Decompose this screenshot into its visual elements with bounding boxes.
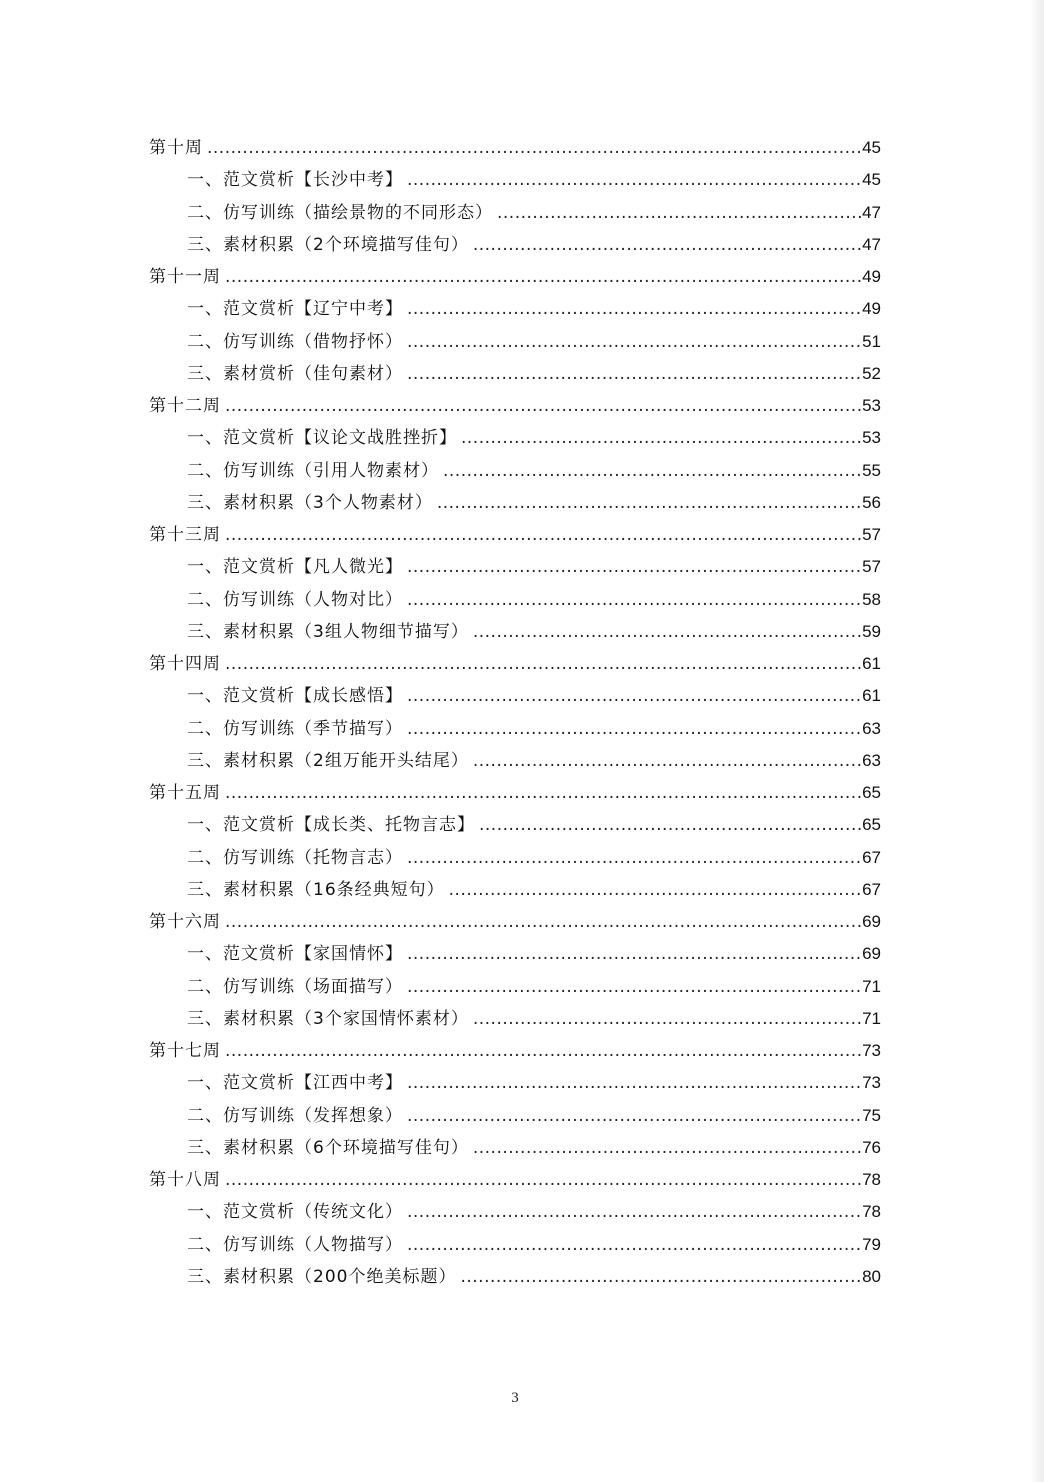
toc-subsection-row — [149, 1229, 881, 1261]
toc-dot-leader — [407, 293, 861, 325]
toc-subsection-row — [149, 809, 881, 841]
toc-page-number: 45 — [862, 170, 881, 190]
toc-dot-leader — [497, 197, 861, 229]
toc-subsection-title: 三、素材积累（3个人物素材） — [187, 492, 433, 513]
toc-dot-leader — [461, 422, 861, 454]
page-edge-shadow — [1030, 0, 1044, 1482]
toc-week-row — [149, 648, 881, 680]
toc-subsection-row — [149, 551, 881, 583]
toc-subsection-title: 三、素材积累（3组人物细节描写） — [187, 621, 469, 642]
toc-page-number: 59 — [862, 621, 881, 641]
toc-subsection-row — [149, 422, 881, 454]
toc-week-row — [149, 132, 881, 164]
toc-page-number: 49 — [862, 267, 881, 286]
toc-dot-leader — [479, 809, 861, 841]
toc-subsection-title: 一、范文赏析【成长类、托物言志】 — [187, 815, 475, 836]
toc-page-number: 49 — [862, 299, 881, 319]
toc-subsection-row — [149, 358, 881, 390]
toc-subsection-row — [149, 293, 881, 325]
toc-week-row — [149, 519, 881, 551]
toc-subsection-row — [149, 1261, 881, 1293]
toc-week-row — [149, 906, 881, 938]
toc-subsection-title: 三、素材积累（200个绝美标题） — [187, 1266, 457, 1287]
toc-subsection-title: 三、素材赏析（佳句素材） — [187, 363, 403, 384]
toc-dot-leader — [225, 261, 861, 293]
toc-dot-leader — [407, 938, 861, 970]
toc-page-number: 55 — [862, 460, 881, 480]
toc-subsection-title: 一、范文赏析【凡人微光】 — [187, 557, 403, 578]
toc-subsection-row — [149, 971, 881, 1003]
toc-week-title: 第十五周 — [149, 783, 221, 803]
toc-subsection-row — [149, 197, 881, 229]
toc-page-number: 61 — [862, 654, 881, 673]
toc-week-title: 第十周 — [149, 138, 203, 158]
page-number: 3 — [511, 1390, 519, 1406]
toc-week-row — [149, 261, 881, 293]
toc-dot-leader — [473, 1132, 861, 1164]
toc-dot-leader — [437, 487, 861, 519]
toc-subsection-row — [149, 842, 881, 874]
toc-page-number: 63 — [862, 750, 881, 770]
toc-subsection-row — [149, 326, 881, 358]
toc-dot-leader — [473, 616, 861, 648]
toc-page-number: 45 — [862, 138, 881, 157]
toc-subsection-row — [149, 229, 881, 261]
toc-subsection-row — [149, 455, 881, 487]
toc-page-number: 53 — [862, 428, 881, 448]
toc-week-row — [149, 1035, 881, 1067]
toc-subsection-title: 二、仿写训练（引用人物素材） — [187, 460, 439, 481]
toc-subsection-row — [149, 1067, 881, 1099]
toc-dot-leader — [225, 1035, 861, 1067]
toc-page-number: 52 — [862, 363, 881, 383]
toc-dot-leader — [443, 455, 861, 487]
toc-dot-leader — [407, 551, 861, 583]
toc-page-number: 69 — [862, 944, 881, 964]
toc-dot-leader — [407, 680, 861, 712]
toc-week-row — [149, 1164, 881, 1196]
toc-subsection-title: 一、范文赏析（传统文化） — [187, 1202, 403, 1223]
toc-page-number: 67 — [862, 879, 881, 899]
toc-subsection-title: 二、仿写训练（托物言志） — [187, 847, 403, 868]
toc-week-title: 第十七周 — [149, 1041, 221, 1061]
toc-subsection-row — [149, 680, 881, 712]
toc-subsection-title: 二、仿写训练（借物抒怀） — [187, 331, 403, 352]
toc-dot-leader — [407, 1196, 861, 1228]
toc-page-number: 73 — [862, 1073, 881, 1093]
toc-week-title: 第十六周 — [149, 912, 221, 932]
toc-page-number: 56 — [862, 492, 881, 512]
toc-dot-leader — [225, 648, 861, 680]
toc-dot-leader — [225, 390, 861, 422]
toc-subsection-title: 二、仿写训练（描绘景物的不同形态） — [187, 202, 493, 223]
toc-subsection-row — [149, 1100, 881, 1132]
toc-dot-leader — [225, 777, 861, 809]
toc-subsection-row — [149, 584, 881, 616]
toc-page-number: 57 — [862, 525, 881, 544]
toc-subsection-title: 三、素材积累（6个环境描写佳句） — [187, 1137, 469, 1158]
toc-dot-leader — [407, 164, 861, 196]
toc-subsection-row — [149, 487, 881, 519]
toc-subsection-row — [149, 745, 881, 777]
toc-page-number: 71 — [862, 1008, 881, 1028]
toc-page-number: 57 — [862, 557, 881, 577]
toc-subsection-title: 三、素材积累（3个家国情怀素材） — [187, 1008, 469, 1029]
toc-week-title: 第十一周 — [149, 267, 221, 287]
toc-week-row — [149, 777, 881, 809]
toc-subsection-title: 二、仿写训练（人物对比） — [187, 589, 403, 610]
toc-page-number: 80 — [862, 1266, 881, 1286]
toc-dot-leader — [460, 1261, 861, 1293]
toc-subsection-title: 二、仿写训练（发挥想象） — [187, 1105, 403, 1126]
toc-dot-leader — [207, 132, 861, 164]
toc-subsection-title: 三、素材积累（2个环境描写佳句） — [187, 234, 469, 255]
toc-subsection-title: 三、素材积累（2组万能开头结尾） — [187, 750, 469, 771]
toc-subsection-row — [149, 713, 881, 745]
toc-subsection-row — [149, 1196, 881, 1228]
toc-dot-leader — [473, 745, 861, 777]
toc-dot-leader — [407, 358, 861, 390]
toc-page-number: 76 — [862, 1137, 881, 1157]
toc-page-number: 79 — [862, 1234, 881, 1254]
toc-subsection-title: 二、仿写训练（人物描写） — [187, 1234, 403, 1255]
toc-dot-leader — [473, 1003, 861, 1035]
toc-page-number: 61 — [862, 686, 881, 706]
toc-subsection-title: 三、素材积累（16条经典短句） — [187, 879, 445, 900]
toc-page-number: 73 — [862, 1041, 881, 1060]
toc-dot-leader — [225, 906, 861, 938]
toc-page-number: 78 — [862, 1202, 881, 1222]
toc-page-number: 78 — [862, 1170, 881, 1189]
toc-subsection-row — [149, 1132, 881, 1164]
toc-subsection-title: 一、范文赏析【家国情怀】 — [187, 944, 403, 965]
toc-dot-leader — [407, 842, 861, 874]
toc-page-number: 69 — [862, 912, 881, 931]
toc-page-number: 53 — [862, 396, 881, 415]
toc-subsection-row — [149, 616, 881, 648]
toc-dot-leader — [407, 713, 861, 745]
toc-dot-leader — [449, 874, 861, 906]
toc-dot-leader — [407, 584, 861, 616]
toc-subsection-row — [149, 874, 881, 906]
toc-week-title: 第十二周 — [149, 396, 221, 416]
toc-page-number: 51 — [862, 331, 881, 351]
toc-page-number: 65 — [862, 815, 881, 835]
toc-subsection-row — [149, 164, 881, 196]
toc-dot-leader — [407, 1067, 861, 1099]
toc-subsection-row — [149, 1003, 881, 1035]
toc-subsection-title: 一、范文赏析【长沙中考】 — [187, 170, 403, 191]
toc-subsection-title: 二、仿写训练（场面描写） — [187, 976, 403, 997]
toc-week-title: 第十三周 — [149, 525, 221, 545]
toc-dot-leader — [473, 229, 861, 261]
toc-page-number: 63 — [862, 718, 881, 738]
toc-page-number: 71 — [862, 976, 881, 996]
toc-dot-leader — [407, 971, 861, 1003]
toc-subsection-title: 二、仿写训练（季节描写） — [187, 718, 403, 739]
toc-page-number: 47 — [862, 234, 881, 254]
toc-dot-leader — [407, 1100, 861, 1132]
toc-page-number: 67 — [862, 847, 881, 867]
toc-page-number: 47 — [862, 202, 881, 222]
toc-dot-leader — [225, 1164, 861, 1196]
toc-subsection-title: 一、范文赏析【辽宁中考】 — [187, 299, 403, 320]
toc-page-number: 65 — [862, 783, 881, 802]
toc-dot-leader — [407, 326, 861, 358]
toc-week-title: 第十八周 — [149, 1170, 221, 1190]
toc-subsection-title: 一、范文赏析【成长感悟】 — [187, 686, 403, 707]
toc-dot-leader — [407, 1229, 861, 1261]
toc-week-title: 第十四周 — [149, 654, 221, 674]
toc-subsection-title: 一、范文赏析【议论文战胜挫折】 — [187, 428, 457, 449]
toc-page-number: 75 — [862, 1105, 881, 1125]
toc-week-row — [149, 390, 881, 422]
toc-page-number: 58 — [862, 589, 881, 609]
toc-dot-leader — [225, 519, 861, 551]
toc-subsection-row — [149, 938, 881, 970]
toc-subsection-title: 一、范文赏析【江西中考】 — [187, 1073, 403, 1094]
table-of-contents — [149, 132, 881, 1293]
